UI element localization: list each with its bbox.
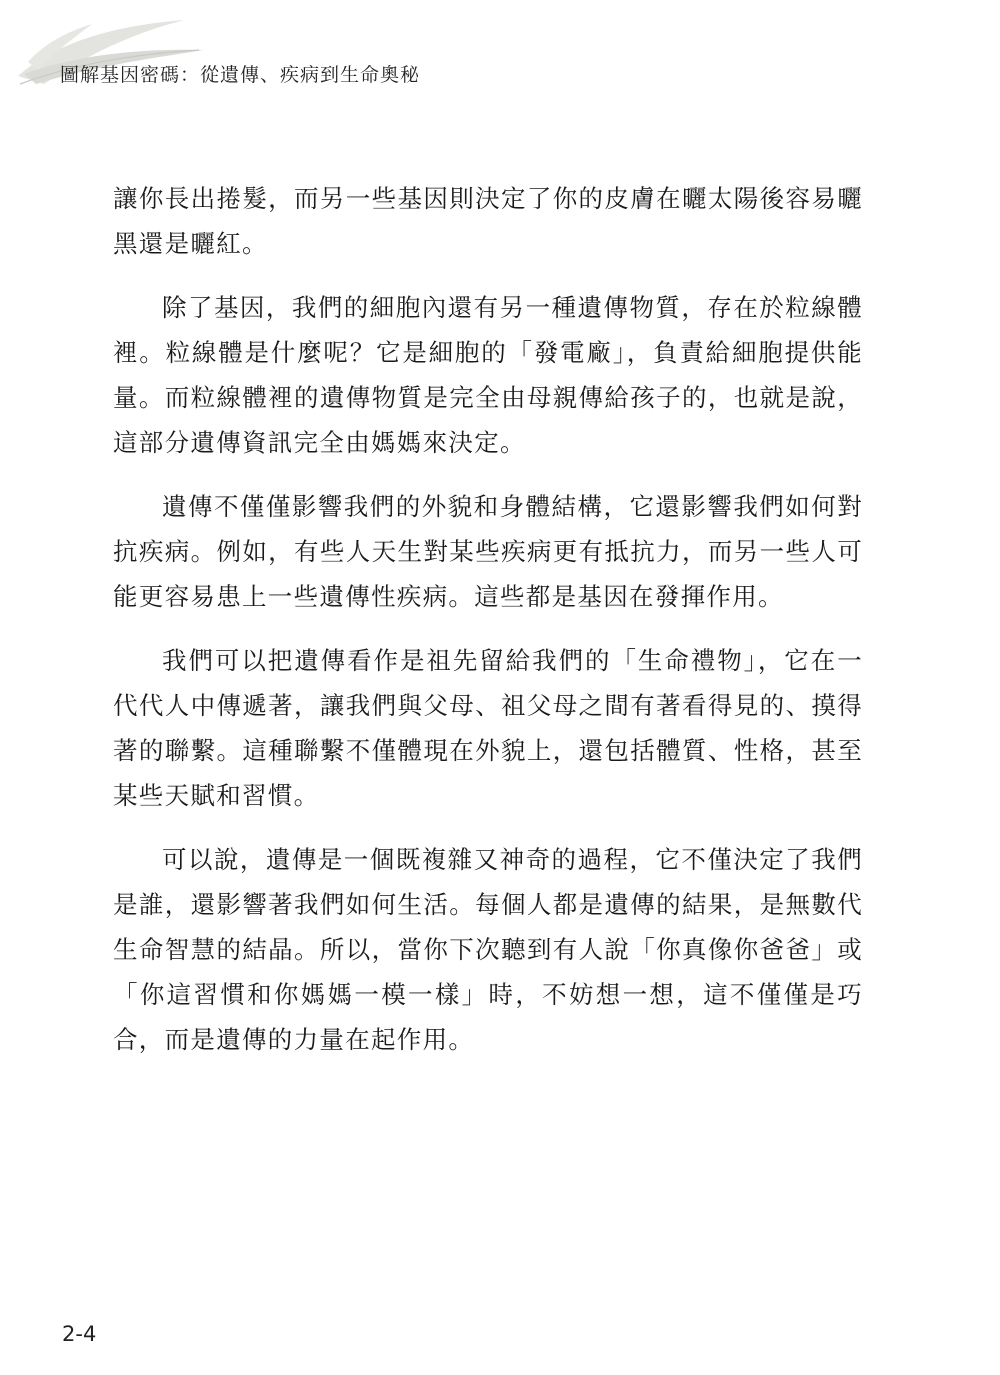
page-number: 2-4	[62, 1322, 97, 1346]
body-text	[113, 176, 863, 1081]
paragraph: 除了基因，我們的細胞內還有另一種遺傳物質，存在於粒線體裡。粒線體是什麼呢？它是細胞的「發電廠」，負責給細胞提供能量。而粒線體裡的遺傳物質是完全由母親傳給孩子的，也就是說，這部分遺傳資訊完全由媽媽來決定。	[113, 293, 863, 457]
paragraph: 可以說，遺傳是一個既複雜又神奇的過程，它不僅決定了我們是誰，還影響著我們如何生活。每個人都是遺傳的結果，是無數代生命智慧的結晶。所以，當你下次聽到有人說「你真像你爸爸」或「你這習慣和你媽媽一模一樣」時，不妨想一想，這不僅僅是巧合，而是遺傳的力量在起作用。	[113, 845, 863, 1054]
paragraph: 讓你長出捲髮，而另一些基因則決定了你的皮膚在曬太陽後容易曬黑還是曬紅。	[113, 184, 863, 258]
paragraph: 遺傳不僅僅影響我們的外貌和身體結構，它還影響我們如何對抗疾病。例如，有些人天生對某些疾病更有抵抗力，而另一些人可能更容易患上一些遺傳性疾病。這些都是基因在發揮作用。	[113, 492, 863, 611]
book-title: 圖解基因密碼：從遺傳、疾病到生命奧秘	[60, 64, 421, 86]
paragraph: 我們可以把遺傳看作是祖先留給我們的「生命禮物」，它在一代代人中傳遞著，讓我們與父母、祖父母之間有著看得見的、摸得著的聯繫。這種聯繫不僅體現在外貌上，還包括體質、性格，甚至某些天賦和習慣。	[113, 646, 863, 810]
page-header	[0, 0, 1000, 120]
